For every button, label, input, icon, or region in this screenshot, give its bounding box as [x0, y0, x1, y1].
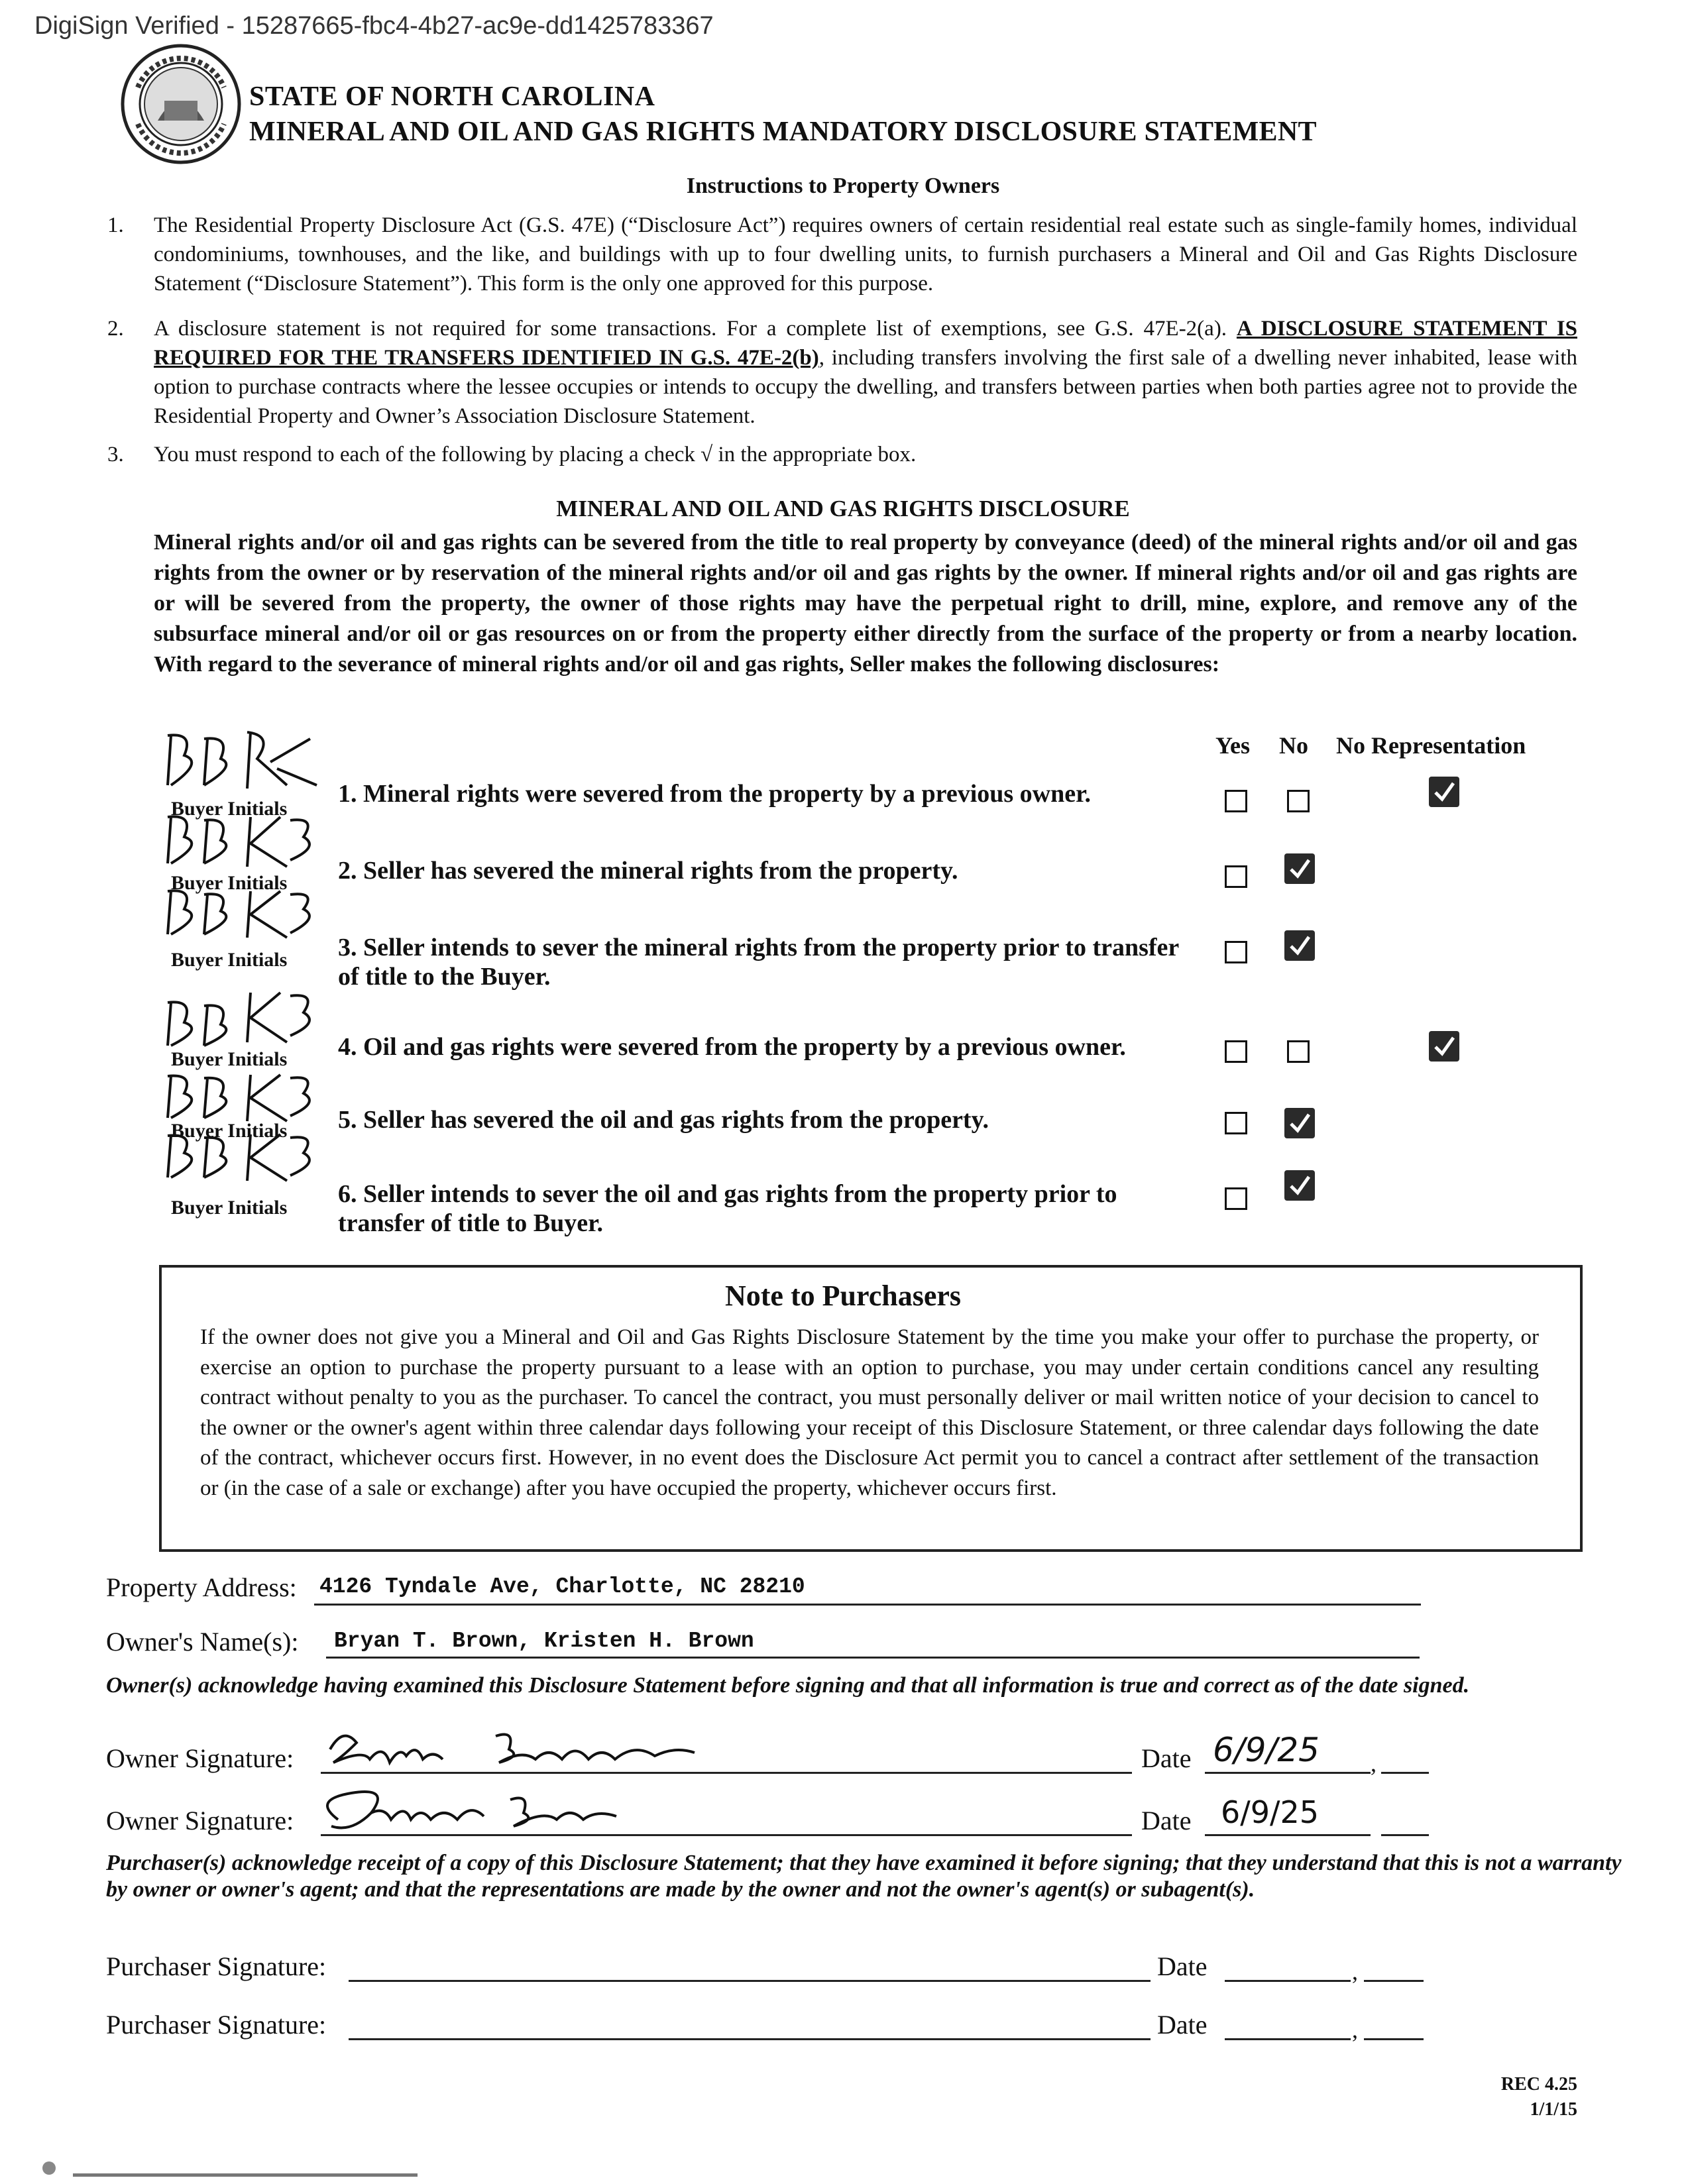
owner-acknowledgement: Owner(s) acknowledge having examined this Disclosure Statement before signing and that all information is true and correct as of the date signed. — [106, 1673, 1470, 1698]
property-address-label: Property Address: — [106, 1572, 297, 1602]
required-statement: A DISCLOSURE STATEMENT IS REQUIRED FOR THE TRANSFERS IDENTIFIED IN G.S. 47E-2(b) — [154, 317, 1577, 370]
purchaser-date-year-line[interactable] — [1364, 2038, 1424, 2040]
checkmark-icon — [1284, 1170, 1315, 1201]
question-2: 2. Seller has severed the mineral rights from the property. — [338, 857, 958, 885]
purchaser-date-year-line[interactable] — [1364, 1980, 1424, 1982]
column-header-yes: Yes — [1215, 732, 1250, 759]
purchaser-acknowledgement: Purchaser(s) acknowledge receipt of a copy of this Disclosure Statement; that they have examined it before signing; that they understand that this is not a warranty by owner or owner's agent; and that the representations are made by the owner and not the owner's agent(s) or subagent(s). — [106, 1851, 1622, 1902]
checkbox-no-representation-checked[interactable] — [1429, 777, 1459, 807]
owners-name-value[interactable]: Bryan T. Brown, Kristen H. Brown — [334, 1629, 754, 1653]
checkbox-yes[interactable] — [1225, 1112, 1247, 1134]
owner-date-year-line — [1381, 1772, 1429, 1774]
question-3: 3. Seller intends to sever the mineral rights from the property prior to transfer of title to the Buyer. — [338, 934, 1179, 991]
owner-date-label: Date — [1141, 1806, 1192, 1835]
note-heading: Note to Purchasers — [725, 1280, 961, 1312]
owner-date-label: Date — [1141, 1743, 1192, 1773]
form-title: MINERAL AND OIL AND GAS RIGHTS MANDATORY DISCLOSURE STATEMENT — [249, 117, 1317, 147]
handwritten-initials — [158, 1128, 323, 1187]
instruction-number: 3. — [107, 443, 124, 466]
owners-name-line — [326, 1657, 1420, 1659]
owner-signature-2-handwriting[interactable] — [311, 1780, 736, 1846]
purchaser-signature-line[interactable] — [349, 2038, 1151, 2040]
instruction-text: A disclosure statement is not required for some transactions. For a complete list of exemptions, see G.S. 47E-2(a). — [154, 317, 1237, 341]
date-comma: , — [1371, 1750, 1377, 1776]
checkbox-no-representation-checked[interactable] — [1429, 1031, 1459, 1062]
purchaser-date-line[interactable] — [1225, 1980, 1351, 1982]
checkbox-no[interactable] — [1287, 1040, 1310, 1063]
checkbox-no[interactable] — [1287, 790, 1310, 812]
property-address-line — [314, 1604, 1421, 1606]
buyer-initials-label: Buyer Initials — [171, 1048, 288, 1070]
instruction-number: 2. — [107, 317, 124, 341]
purchaser-signature-label: Purchaser Signature: — [106, 2010, 327, 2040]
instructions-heading: Instructions to Property Owners — [686, 174, 1000, 198]
digisign-verification: DigiSign Verified - 15287665-fbc4-4b27-ac9e-dd1425783367 — [34, 12, 714, 40]
form-code: REC 4.25 — [1500, 2074, 1577, 2095]
purchaser-signature-label: Purchaser Signature: — [106, 1951, 327, 1981]
disclosure-body: Mineral rights and/or oil and gas rights can be severed from the title to real property by conveyance (deed) of the mineral rights and/or oil and gas rights from the owner or by reservation of the mineral rights and/or oil and gas rights by the owner. If mineral rights and/or oil and gas rights are or will be severed from the property, the owner of those rights may have the perpetual right to drill, mine, explore, and remove any of the subsurface mineral and/or oil or gas resources on or from the property either directly from the surface of the property or from a nearby location. With regard to the severance of mineral rights and/or oil and gas rights, Seller makes the following disclosures: — [154, 530, 1577, 677]
checkmark-icon — [1429, 777, 1459, 807]
state-title: STATE OF NORTH CAROLINA — [249, 82, 655, 112]
date-comma: , — [1352, 2016, 1358, 2043]
owner-date-line — [1205, 1772, 1371, 1774]
owner-date-line — [1205, 1834, 1371, 1836]
column-header-no: No — [1279, 732, 1308, 759]
buyer-initials-label: Buyer Initials — [171, 949, 288, 971]
purchaser-signature-line[interactable] — [349, 1980, 1151, 1982]
buyer-initials-label: Buyer Initials — [171, 872, 288, 894]
owner-signature-label: Owner Signature: — [106, 1743, 294, 1773]
owner-date-year-line — [1381, 1834, 1429, 1836]
buyer-initials-label: Buyer Initials — [171, 798, 288, 820]
checkbox-no-checked[interactable] — [1284, 853, 1315, 884]
buyer-initials-label: Buyer Initials — [171, 1197, 288, 1219]
buyer-initials-label: Buyer Initials — [171, 1120, 288, 1142]
purchaser-date-line[interactable] — [1225, 2038, 1351, 2040]
question-1: 1. Mineral rights were severed from the property by a previous owner. — [338, 780, 1091, 808]
question-5: 5. Seller has severed the oil and gas rights from the property. — [338, 1106, 989, 1134]
owner-date-1-value[interactable]: 6/9/25 — [1213, 1731, 1320, 1769]
handwritten-initials — [158, 722, 323, 795]
checkmark-icon — [1284, 1108, 1315, 1138]
bottom-scan-artifact — [40, 2155, 437, 2181]
date-comma: , — [1352, 1958, 1358, 1985]
purchaser-date-label: Date — [1157, 2010, 1208, 2040]
checkbox-no-checked[interactable] — [1284, 1170, 1315, 1201]
nc-real-estate-commission-seal — [118, 41, 244, 167]
note-body: If the owner does not give you a Mineral and Oil and Gas Rights Disclosure Statement by the time you make your offer to purchase the property, or exercise an option to purchase the property pursuant to a lease with an option to purchase, you may under certain conditions cancel any resulting contract without penalty to you as the purchaser. To cancel the contract, you must personally deliver or mail written notice of your decision to cancel to the owner or the owner's agent within three calendar days following your receipt of this Disclosure Statement, or three calendar days following the date of the contract, whichever occurs first. However, in no event does the Disclosure Act permit you to cancel a contract after settlement of the transaction or (in the case of a sale or exchange) after you have occupied the property, whichever occurs first. — [200, 1325, 1539, 1500]
owner-date-2-value[interactable]: 6/9/25 — [1221, 1794, 1320, 1830]
checkbox-no-checked[interactable] — [1284, 1108, 1315, 1138]
column-header-no-representation: No Representation — [1336, 732, 1526, 759]
checkbox-yes[interactable] — [1225, 941, 1247, 963]
handwritten-initials — [158, 881, 323, 948]
handwritten-initials — [158, 986, 323, 1052]
purchaser-date-label: Date — [1157, 1951, 1208, 1981]
instruction-item: You must respond to each of the following by placing a check √ in the appropriate box. — [154, 443, 917, 466]
checkmark-icon — [1284, 853, 1315, 884]
checkbox-yes[interactable] — [1225, 1040, 1247, 1063]
instruction-item — [154, 314, 1577, 431]
checkbox-yes[interactable] — [1225, 865, 1247, 888]
handwritten-initials — [158, 1068, 323, 1128]
question-4: 4. Oil and gas rights were severed from the property by a previous owner. — [338, 1033, 1126, 1061]
owners-name-label: Owner's Name(s): — [106, 1627, 299, 1657]
checkbox-no-checked[interactable] — [1284, 930, 1315, 961]
owner-signature-1-handwriting[interactable] — [323, 1723, 721, 1776]
checkmark-icon — [1284, 930, 1315, 961]
question-6: 6. Seller intends to sever the oil and gas rights from the property prior to transfer of title to Buyer. — [338, 1180, 1117, 1237]
checkbox-yes[interactable] — [1225, 790, 1247, 812]
checkbox-yes[interactable] — [1225, 1187, 1247, 1210]
handwritten-initials — [158, 807, 323, 873]
instruction-number: 1. — [107, 213, 124, 237]
form-date: 1/1/15 — [1530, 2099, 1577, 2120]
checkmark-icon — [1429, 1031, 1459, 1062]
instruction-text: , including transfers involving the first sale of a dwelling never inhabited, lease with option to purchase contracts where the lessee occupies or intends to occupy the dwelling, and transfers between parties when both parties agree not to provide the Residential Property and Owner’s Association Disclosure Statement. — [154, 346, 1578, 428]
property-address-value[interactable]: 4126 Tyndale Ave, Charlotte, NC 28210 — [319, 1574, 805, 1599]
owner-signature-label: Owner Signature: — [106, 1806, 294, 1835]
disclosure-heading: MINERAL AND OIL AND GAS RIGHTS DISCLOSURE — [556, 496, 1130, 521]
instruction-item: The Residential Property Disclosure Act (G.S. 47E) (“Disclosure Act”) requires owners of certain residential real estate such as single-family homes, individual condominiums, townhouses, and the like, and buildings with up to four dwelling units, to furnish purchasers a Mineral and Oil and Gas Rights Disclosure Statement (“Disclosure Statement”). This form is the only one approved for this purpose. — [154, 213, 1577, 296]
